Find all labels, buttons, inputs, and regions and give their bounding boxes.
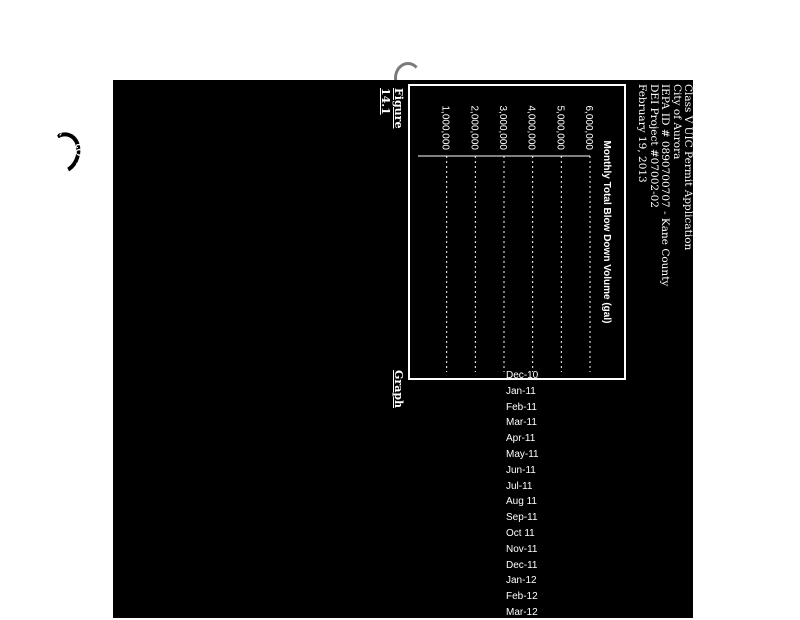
figure-spacer <box>87 80 405 618</box>
x-tick-label: Mar-12 <box>506 607 538 618</box>
figure-label: Figure 14.1 <box>379 88 405 129</box>
header-line-3: IEPA ID # 0890700707 - Kane County <box>659 84 672 287</box>
bullet-item: Year 1 .............. annually; <box>7 106 24 288</box>
y-tick-label: 4,000,000 <box>525 105 537 150</box>
graph-label: Graph <box>392 370 405 409</box>
scanned-page <box>7 80 694 618</box>
x-tick-label: Nov-11 <box>506 543 538 555</box>
chart-frame <box>408 84 626 380</box>
x-tick-label: Sep-11 <box>506 512 538 524</box>
header-line-1: Class V UIC Permit Application <box>682 84 694 251</box>
body-text <box>7 80 405 618</box>
paragraph-line: the feasibility of the proposed project, it is assumed that lime slud <box>50 80 67 552</box>
x-tick-label: Jan-11 <box>506 385 536 397</box>
x-tick-label: Feb-12 <box>506 591 538 603</box>
month-axis-labels <box>416 370 546 620</box>
y-tick-label: 3,000,000 <box>497 105 508 150</box>
y-tick-label: 2,000,000 <box>468 105 480 150</box>
x-tick-label: May-11 <box>506 449 539 460</box>
header-line-4: DEI Project #07002-02 <box>647 84 660 208</box>
chart-svg <box>410 86 624 378</box>
x-tick-label: Dec-11 <box>506 559 538 571</box>
paragraph-line: In order to estimate the future annual rate of lime sludge production <box>72 80 88 571</box>
x-tick-label: Dec-10 <box>506 370 539 381</box>
x-tick-label: Mar-11 <box>506 417 537 429</box>
bullet-item <box>0 106 1 618</box>
x-tick-label: Oct 11 <box>506 528 535 539</box>
x-tick-label: Apr-11 <box>506 433 536 445</box>
header-line-2: City of Aurora <box>670 84 683 160</box>
y-tick-label: 6,000,000 <box>583 105 594 150</box>
y-tick-label: 5,000,000 <box>554 105 566 150</box>
x-tick-label: Jan-12 <box>506 575 537 587</box>
paragraph-line: increase 10% each year as follows (in gallons): <box>28 80 45 413</box>
x-tick-label: Jul-11 <box>506 480 533 492</box>
header-line-5: February 19, 2013 <box>636 84 649 183</box>
y-tick-label: 1,000,000 <box>439 105 451 150</box>
x-tick-label: Aug 11 <box>506 496 537 508</box>
x-tick-label: Jun-11 <box>506 464 536 476</box>
x-tick-label: Feb-11 <box>506 401 537 413</box>
chart-rotated <box>410 86 624 378</box>
chart-title: Monthly Total Blow Down Volume (gal) <box>601 140 612 324</box>
